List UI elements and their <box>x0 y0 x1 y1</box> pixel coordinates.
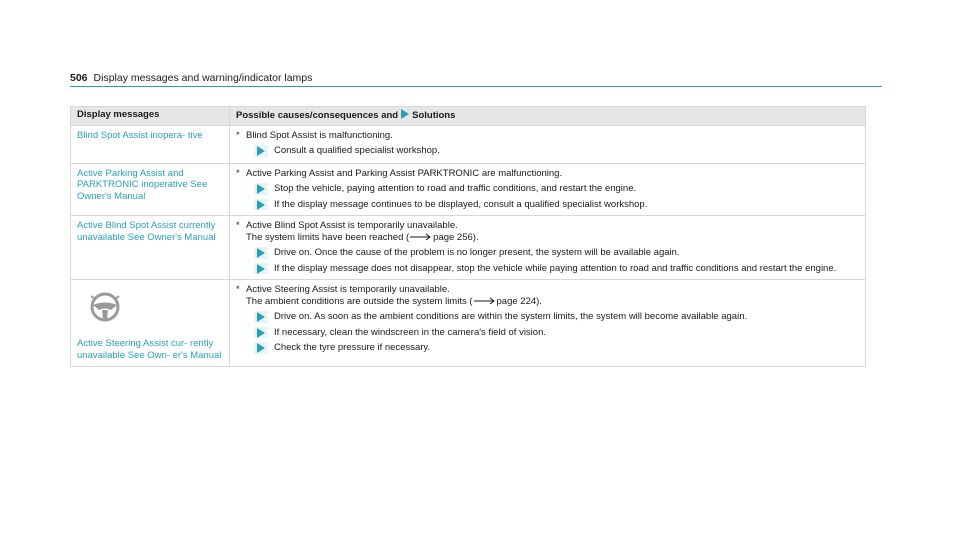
step-arrow-icon <box>257 264 265 274</box>
solution-step: If necessary, clean the windscreen in the camera's field of vision. <box>254 327 859 339</box>
solution-step: If the display message does not disappear, stop the vehicle while paying attention to road and traffic conditions and restart the engine. <box>254 263 859 275</box>
solution-step: Drive on. Once the cause of the problem is no longer present, the system will be available again. <box>254 247 859 259</box>
solution-cell <box>230 125 866 163</box>
solution-step: Consult a qualified specialist workshop. <box>254 145 859 157</box>
display-message: Active Parking Assist and PARKTRONIC inoperative See Owner's Manual <box>71 163 230 216</box>
solution-arrow-icon <box>401 109 409 119</box>
display-message: Active Blind Spot Assist currently unavailable See Owner's Manual <box>71 216 230 280</box>
steering-wheel-icon <box>85 290 125 324</box>
solution-step: Drive on. As soon as the ambient conditions are within the system limits, the system will become available again. <box>254 311 859 323</box>
solution-step: Check the tyre pressure if necessary. <box>254 342 859 354</box>
cause: * Active Parking Assist and Parking Assist PARKTRONIC are malfunctioning. <box>236 167 563 179</box>
page-header <box>70 72 882 87</box>
display-message: Active Steering Assist cur- rently unavailable See Own- er's Manual <box>77 338 222 361</box>
step-arrow-icon <box>257 312 265 322</box>
step-arrow-icon <box>257 248 265 258</box>
cause: * Active Blind Spot Assist is temporarily unavailable. The system limits have been reached ( page 256). <box>236 220 479 243</box>
table-row <box>71 280 866 367</box>
display-message: Blind Spot Assist inopera- tive <box>71 125 230 163</box>
solution-step: If the display message continues to be displayed, consult a qualified specialist workshop. <box>254 199 859 211</box>
page-reference-arrow-icon <box>473 297 497 305</box>
solution-step: Stop the vehicle, paying attention to road and traffic conditions, and restart the engine. <box>254 183 859 195</box>
page-header-title: Display messages and warning/indicator lamps <box>93 72 313 84</box>
col-display-messages-header: Display messages <box>71 107 230 126</box>
table-header-row <box>71 107 866 126</box>
cause: * Blind Spot Assist is malfunctioning. <box>236 129 393 141</box>
table-row <box>71 125 866 163</box>
step-arrow-icon <box>257 343 265 353</box>
table-row <box>71 163 866 216</box>
step-arrow-icon <box>257 200 265 210</box>
display-messages-table <box>70 106 866 367</box>
step-arrow-icon <box>257 184 265 194</box>
solution-cell <box>230 216 866 280</box>
display-message-cell <box>71 280 230 367</box>
solution-cell <box>230 163 866 216</box>
step-arrow-icon <box>257 146 265 156</box>
page-number: 506 <box>70 72 88 84</box>
page-reference-arrow-icon <box>409 233 433 241</box>
step-arrow-icon <box>257 328 265 338</box>
table-row <box>71 216 866 280</box>
solution-cell <box>230 280 866 367</box>
cause: * Active Steering Assist is temporarily unavailable. The ambient conditions are outside the system limits ( page 224). <box>236 284 542 307</box>
col-solutions-header: Possible causes/consequences and Solutions <box>230 107 866 126</box>
